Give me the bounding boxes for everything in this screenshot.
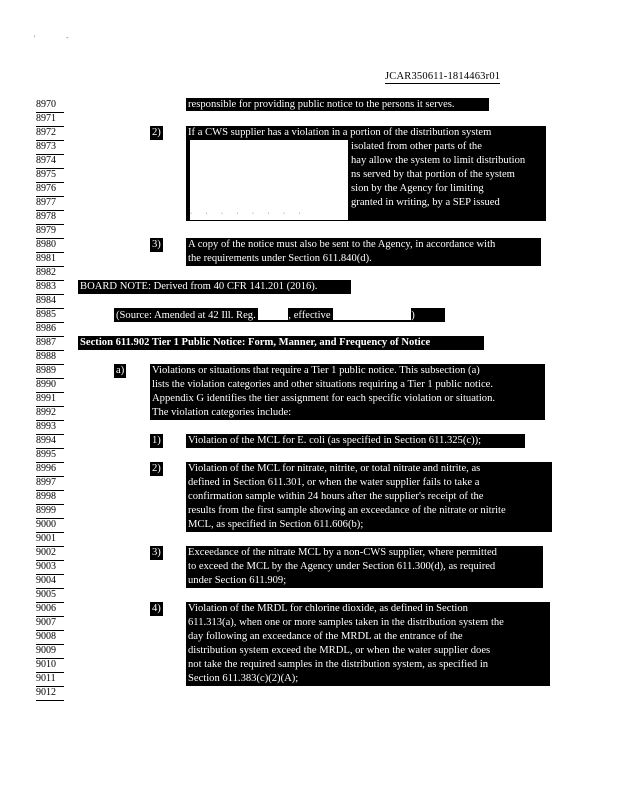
line-number: 8977 [36,196,64,211]
subsection-a-line: The violation categories include: [152,406,292,418]
item-a3-line: under Section 611.909; [188,574,287,586]
scan-mark: - [66,33,69,42]
source-prefix: (Source: Amended at 42 Ill. Reg. [116,310,259,321]
item-3-number: 3) [152,239,161,250]
item-2-line: If a CWS supplier has a violation in a portion of the distribution system [188,127,492,138]
subsection-a-paragraph [150,364,545,420]
line-number: 8978 [36,210,64,225]
line-number: 9008 [36,630,64,645]
subsection-a-line: Appendix G identifies the tier assignment for each specific violation or situation. [152,392,496,404]
item-2-continuation: responsible for providing public notice to the persons it serves. [186,98,489,111]
line-number: 8988 [36,350,64,365]
item-a2-line: results from the first sample showing an exceedance of the nitrate or nitrite [188,504,506,516]
item-2-line: isolated from other parts of the [349,140,546,154]
item-a4-line: 611.313(a), when one or more samples taken in the distribution system the [188,616,504,628]
line-number: 8991 [36,392,64,407]
line-number: 9005 [36,588,64,603]
line-number: 8980 [36,238,64,253]
line-number: 8997 [36,476,64,491]
line-number: 8993 [36,420,64,435]
line-number: 8994 [36,434,64,449]
item-a2-number: 2) [152,463,161,474]
item-a1-line: Violation of the MCL for E. coli (as specified in Section 611.325(c)); [188,435,482,446]
line-number: 8981 [36,252,64,267]
line-number: 9002 [36,546,64,561]
item-a2-line: MCL, as specified in Section 611.606(b); [188,518,364,530]
source-end: ) [411,310,415,321]
subsection-a-line: lists the violation categories and other situations requiring a Tier 1 public notice. [152,378,493,390]
item-a2-line: confirmation sample within 24 hours after the supplier's receipt of the [188,490,484,502]
line-number: 8970 [36,98,64,113]
line-number: 9009 [36,644,64,659]
line-number: 8984 [36,294,64,309]
line-number: 8986 [36,322,64,337]
item-a4-line: distribution system exceed the MRDL, or when the water supplier does [188,644,491,656]
item-2-line: sion by the Agency for limiting [349,182,546,196]
line-number: 8985 [36,308,64,323]
item-a4-line: day following an exceedance of the MRDL at the entrance of the [188,630,463,642]
line-number: 8987 [36,336,64,351]
line-number: 9010 [36,658,64,673]
item-a4-line: not take the required samples in the distribution system, as specified in [188,658,489,670]
line-number: 9012 [36,686,64,701]
line-number: 8999 [36,504,64,519]
line-number: 8983 [36,280,64,295]
redaction-box [190,140,348,220]
item-a3-line: Exceedance of the nitrate MCL by a non-CWS supplier, where permitted [188,547,497,558]
item-2-line: granted in writing, by a SEP issued [349,196,521,210]
item-a1-number: 1) [152,435,161,446]
document-id: JCAR350611-1814463r01 [385,71,501,82]
subsection-a-number: a) [116,365,125,376]
item-a2-line: defined in Section 611.301, or when the water supplier fails to take a [188,476,480,488]
source-register-blank [258,308,288,320]
line-number: 8992 [36,406,64,421]
item-2-line: ns served by that portion of the system [349,168,546,182]
item-a4-number: 4) [152,603,161,614]
line-number: 8998 [36,490,64,505]
source-mid: , effective [288,310,334,321]
line-number: 8979 [36,224,64,239]
line-number: 9011 [36,672,64,687]
item-3-line: A copy of the notice must also be sent to the Agency, in accordance with [188,239,496,250]
line-number: 9001 [36,532,64,547]
subsection-a-line: Violations or situations that require a Tier 1 public notice. This subsection (a) [152,365,480,376]
line-number: 8973 [36,140,64,155]
item-a4-line: Violation of the MRDL for chlorine dioxide, as defined in Section [188,603,468,614]
source-note [114,308,445,322]
item-2-number: 2) [152,127,161,138]
line-number: 9007 [36,616,64,631]
item-a4-paragraph [186,602,550,686]
line-number: 8996 [36,462,64,477]
line-number: 8975 [36,168,64,183]
item-3-line: the requirements under Section 611.840(d). [188,252,372,264]
source-date-blank [333,308,411,320]
line-number: 9004 [36,574,64,589]
scan-mark: ' [34,34,36,43]
scan-noise: · · · · · · · · [190,211,307,217]
line-number: 9003 [36,560,64,575]
item-a3-line: to exceed the MCL by the Agency under Section 611.300(d), as required [188,560,496,572]
item-2-line: hay allow the system to limit distribution [349,154,546,168]
item-3-paragraph [186,238,541,266]
item-a1-paragraph [186,434,525,448]
line-number: 8976 [36,182,64,197]
line-number: 8982 [36,266,64,281]
line-number: 8972 [36,126,64,141]
item-a2-line: Violation of the MCL for nitrate, nitrite, or total nitrate and nitrite, as [188,463,481,474]
item-a3-paragraph [186,546,543,588]
line-number: 8971 [36,112,64,127]
line-number: 9000 [36,518,64,533]
item-a2-paragraph [186,462,552,532]
item-a4-line: Section 611.383(c)(2)(A); [188,672,299,684]
section-heading: Section 611.902 Tier 1 Public Notice: Form, Manner, and Frequency of Notice [78,336,484,350]
line-number: 8974 [36,154,64,169]
item-a3-number: 3) [152,547,161,558]
board-note: BOARD NOTE: Derived from 40 CFR 141.201 (2016). [78,280,351,294]
line-number: 8995 [36,448,64,463]
line-number: 8990 [36,378,64,393]
line-number: 9006 [36,602,64,617]
line-number: 8989 [36,364,64,379]
